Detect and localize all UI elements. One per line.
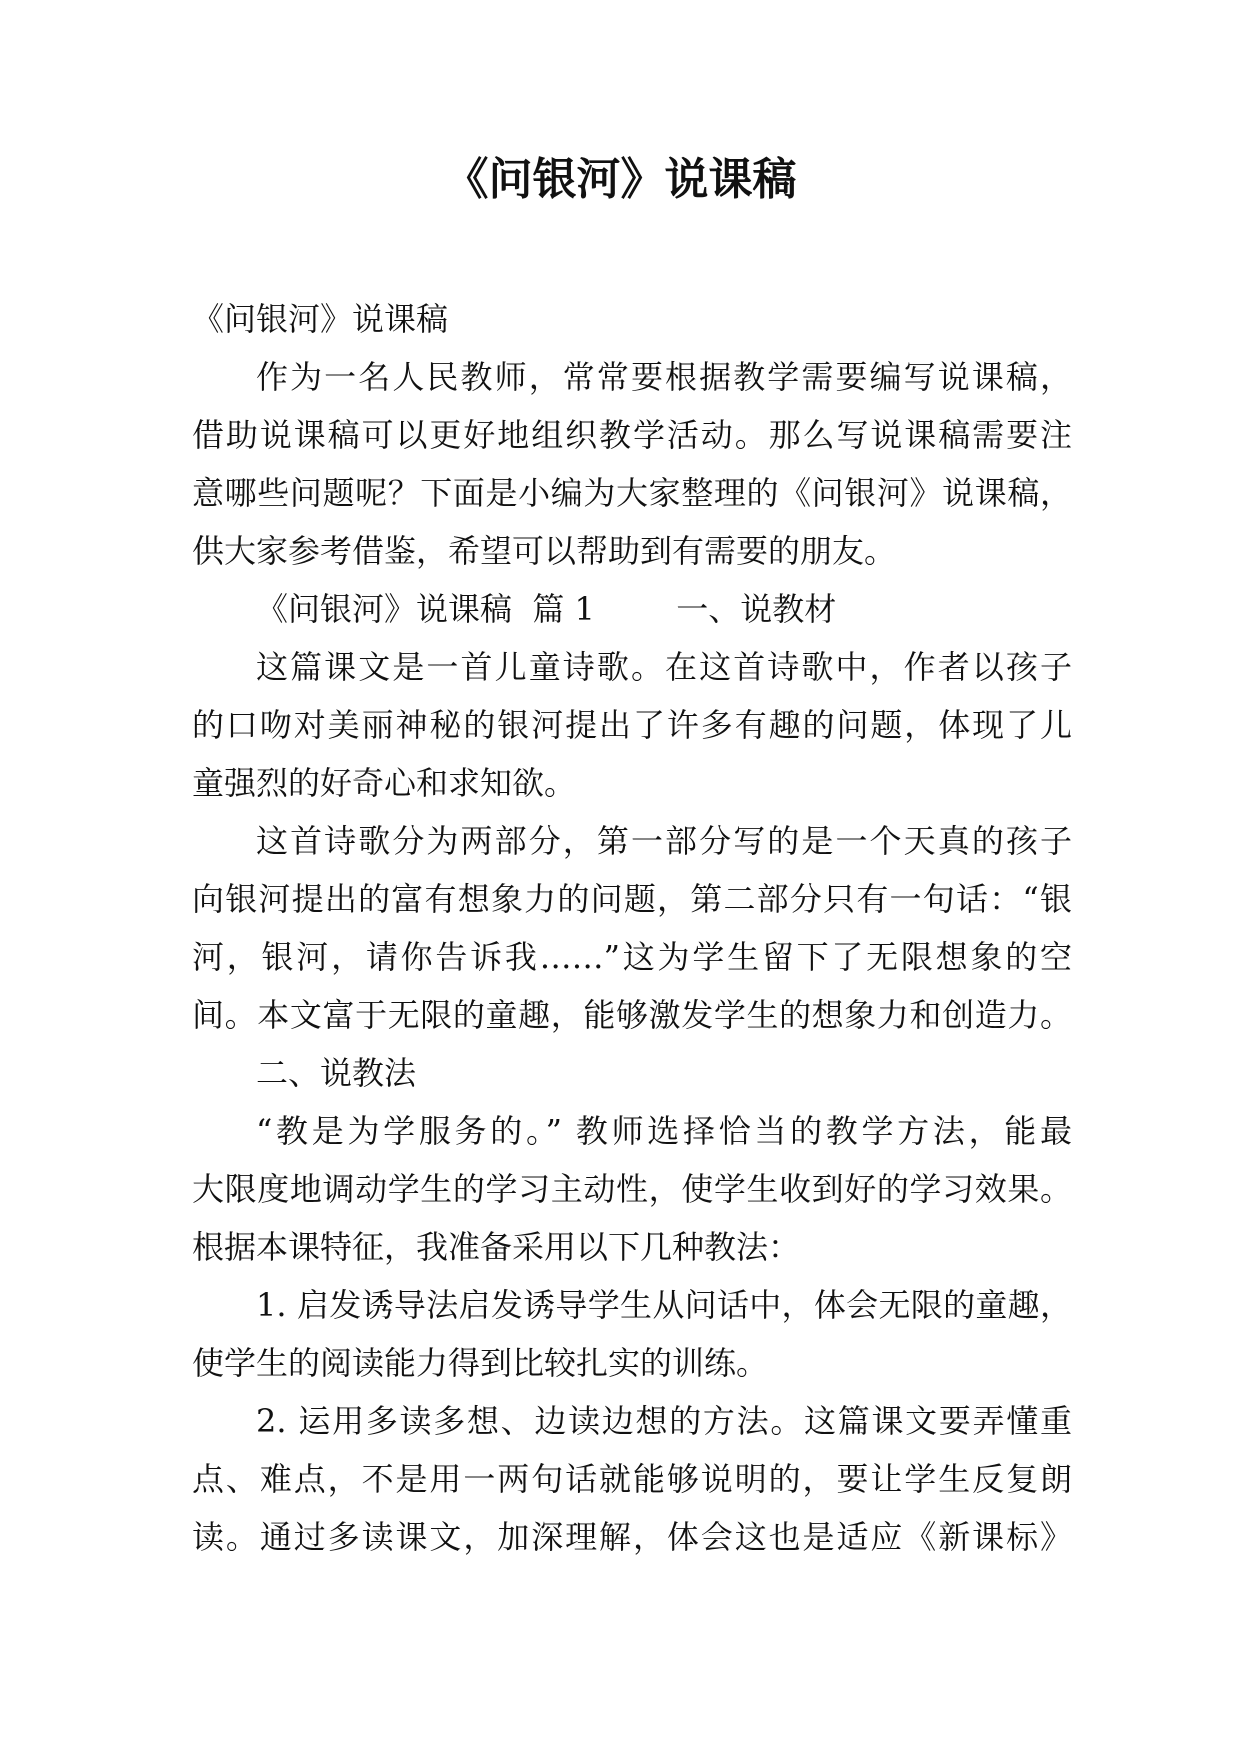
section-heading: 《问银河》说课稿 篇 1 一、说教材 [256,590,837,628]
paragraph-line: 供大家参考借鉴，希望可以帮助到有需要的朋友。 [192,532,897,570]
paragraph-line: 河，银河，请你告诉我……”这为学生留下了无限想象的空 [192,938,1072,976]
paragraph-line: 间。本文富于无限的童趣，能够激发学生的想象力和创造力。 [192,996,1072,1034]
paragraph-line: 根据本课特征，我准备采用以下几种教法： [192,1228,801,1266]
paragraph-line: 的口吻对美丽神秘的银河提出了许多有趣的问题，体现了儿 [192,706,1072,744]
list-item-line: 2. 运用多读多想、边读边想的方法。这篇课文要弄懂重 [256,1402,1072,1440]
intro-heading: 《问银河》说课稿 [192,300,449,338]
paragraph-line: 向银河提出的富有想象力的问题，第二部分只有一句话：“银 [192,880,1072,918]
section-heading: 二、说教法 [256,1054,417,1092]
document-body [192,290,1072,1566]
paragraph-line: 这首诗歌分为两部分，第一部分写的是一个天真的孩子 [256,822,1072,860]
paragraph-line: 大限度地调动学生的学习主动性，使学生收到好的学习效果。 [192,1170,1072,1208]
paragraph-line: 童强烈的好奇心和求知欲。 [192,764,577,802]
list-item-line: 点、难点，不是用一两句话就能够说明的，要让学生反复朗 [192,1460,1072,1498]
paragraph-line: “教是为学服务的。” 教师选择恰当的教学方法，能最 [256,1112,1072,1150]
list-item-line: 1. 启发诱导法启发诱导学生从问话中，体会无限的童趣， [256,1286,1072,1324]
document-title: 《问银河》说课稿 [444,154,797,205]
paragraph-line: 这篇课文是一首儿童诗歌。在这首诗歌中，作者以孩子 [256,648,1072,686]
list-item-line: 使学生的阅读能力得到比较扎实的训练。 [192,1344,769,1382]
paragraph-line: 作为一名人民教师，常常要根据教学需要编写说课稿， [256,358,1072,396]
paragraph-line: 意哪些问题呢？下面是小编为大家整理的《问银河》说课稿， [192,474,1072,512]
list-item-line: 读。通过多读课文，加深理解，体会这也是适应《新课标》 [192,1518,1072,1556]
paragraph-line: 借助说课稿可以更好地组织教学活动。那么写说课稿需要注 [192,416,1072,454]
